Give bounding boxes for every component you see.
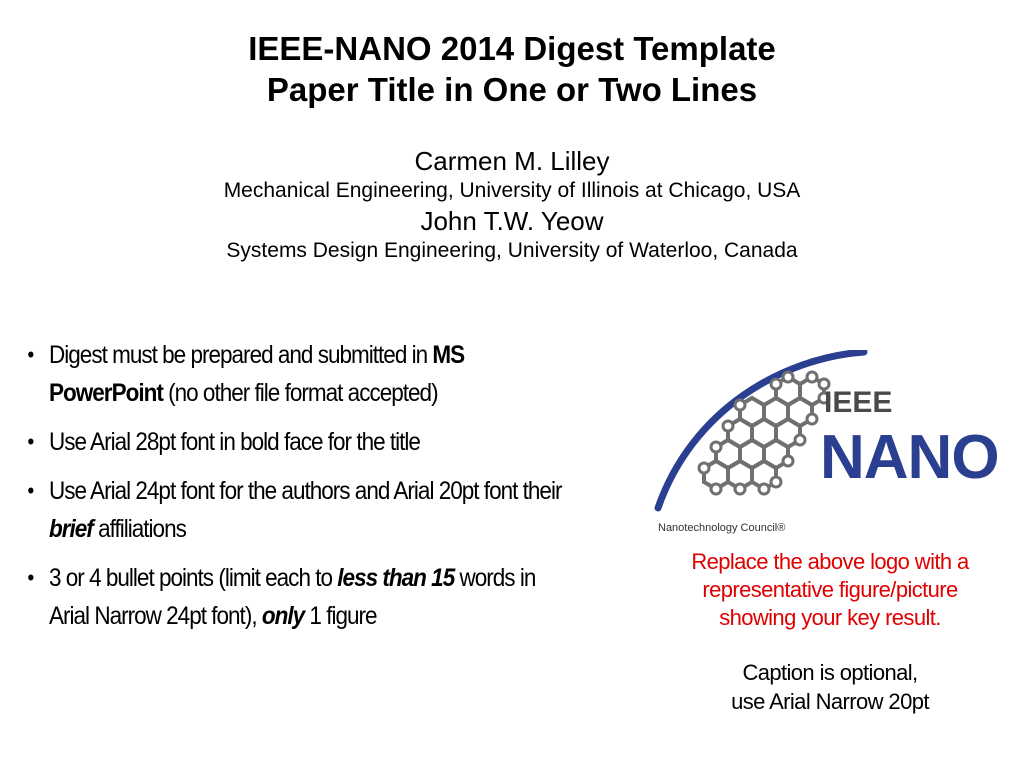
logo-council-text: Nanotechnology Council® xyxy=(658,522,786,534)
ieee-nano-logo xyxy=(652,350,1002,540)
bullet-icon: • xyxy=(27,478,34,503)
title-line-2: Paper Title in One or Two Lines xyxy=(266,71,758,108)
bullet-icon: • xyxy=(27,342,34,367)
caption-red-line-1: Replace the above logo with a xyxy=(691,549,969,574)
logo-nano-text: NANO xyxy=(820,423,999,492)
author-name-2: John T.W. Yeow xyxy=(420,206,604,236)
bullet-item xyxy=(22,336,571,412)
title-line-1: IEEE-NANO 2014 Digest Template xyxy=(248,30,776,67)
bullet-text: 3 or 4 bullet points (limit each to xyxy=(49,564,338,592)
figure-caption xyxy=(650,658,1010,716)
hexagon-network-icon xyxy=(704,377,824,489)
bullet-emphasis-text: only xyxy=(261,602,305,630)
bullet-emphasis-text: brief xyxy=(49,515,93,543)
bullet-emphasis-text: less than 15 xyxy=(337,564,455,592)
bullet-icon: • xyxy=(27,565,34,590)
author-name-1: Carmen M. Lilley xyxy=(414,146,610,176)
bullet-text: Digest must be prepared and submitted in xyxy=(49,341,433,369)
hexagon-nodes xyxy=(699,372,829,494)
author-affiliation-2: Systems Design Engineering, University of Waterloo, Canada xyxy=(226,239,798,262)
bullet-text: 1 figure xyxy=(304,602,377,630)
caption-red-line-3: showing your key result. xyxy=(719,605,941,630)
author-affiliation-1: Mechanical Engineering, University of Illinois at Chicago, USA xyxy=(223,179,801,202)
figure-instruction-caption xyxy=(650,548,1010,632)
caption-line-2: use Arial Narrow 20pt xyxy=(731,689,929,714)
page-title xyxy=(0,28,1024,110)
bullet-text: words in Arial Narrow 24pt font), xyxy=(49,564,536,630)
bullet-text: Use Arial 28pt font in bold face for the title xyxy=(49,428,420,456)
bullet-list xyxy=(22,336,571,646)
logo-ieee-text: IEEE xyxy=(824,386,893,419)
bullet-text: affiliations xyxy=(92,515,186,543)
bullet-item xyxy=(22,559,571,635)
bullet-item xyxy=(22,472,571,548)
bullet-item xyxy=(22,423,571,461)
caption-line-1: Caption is optional, xyxy=(742,660,918,685)
bullet-icon: • xyxy=(27,429,34,454)
caption-red-line-2: representative figure/picture xyxy=(702,577,958,602)
bullet-bold-text: MS PowerPoint xyxy=(49,341,465,407)
bullet-text: (no other file format accepted) xyxy=(162,379,438,407)
author-block xyxy=(0,145,1024,265)
bullet-text: Use Arial 24pt font for the authors and Arial 20pt font their xyxy=(49,477,562,505)
